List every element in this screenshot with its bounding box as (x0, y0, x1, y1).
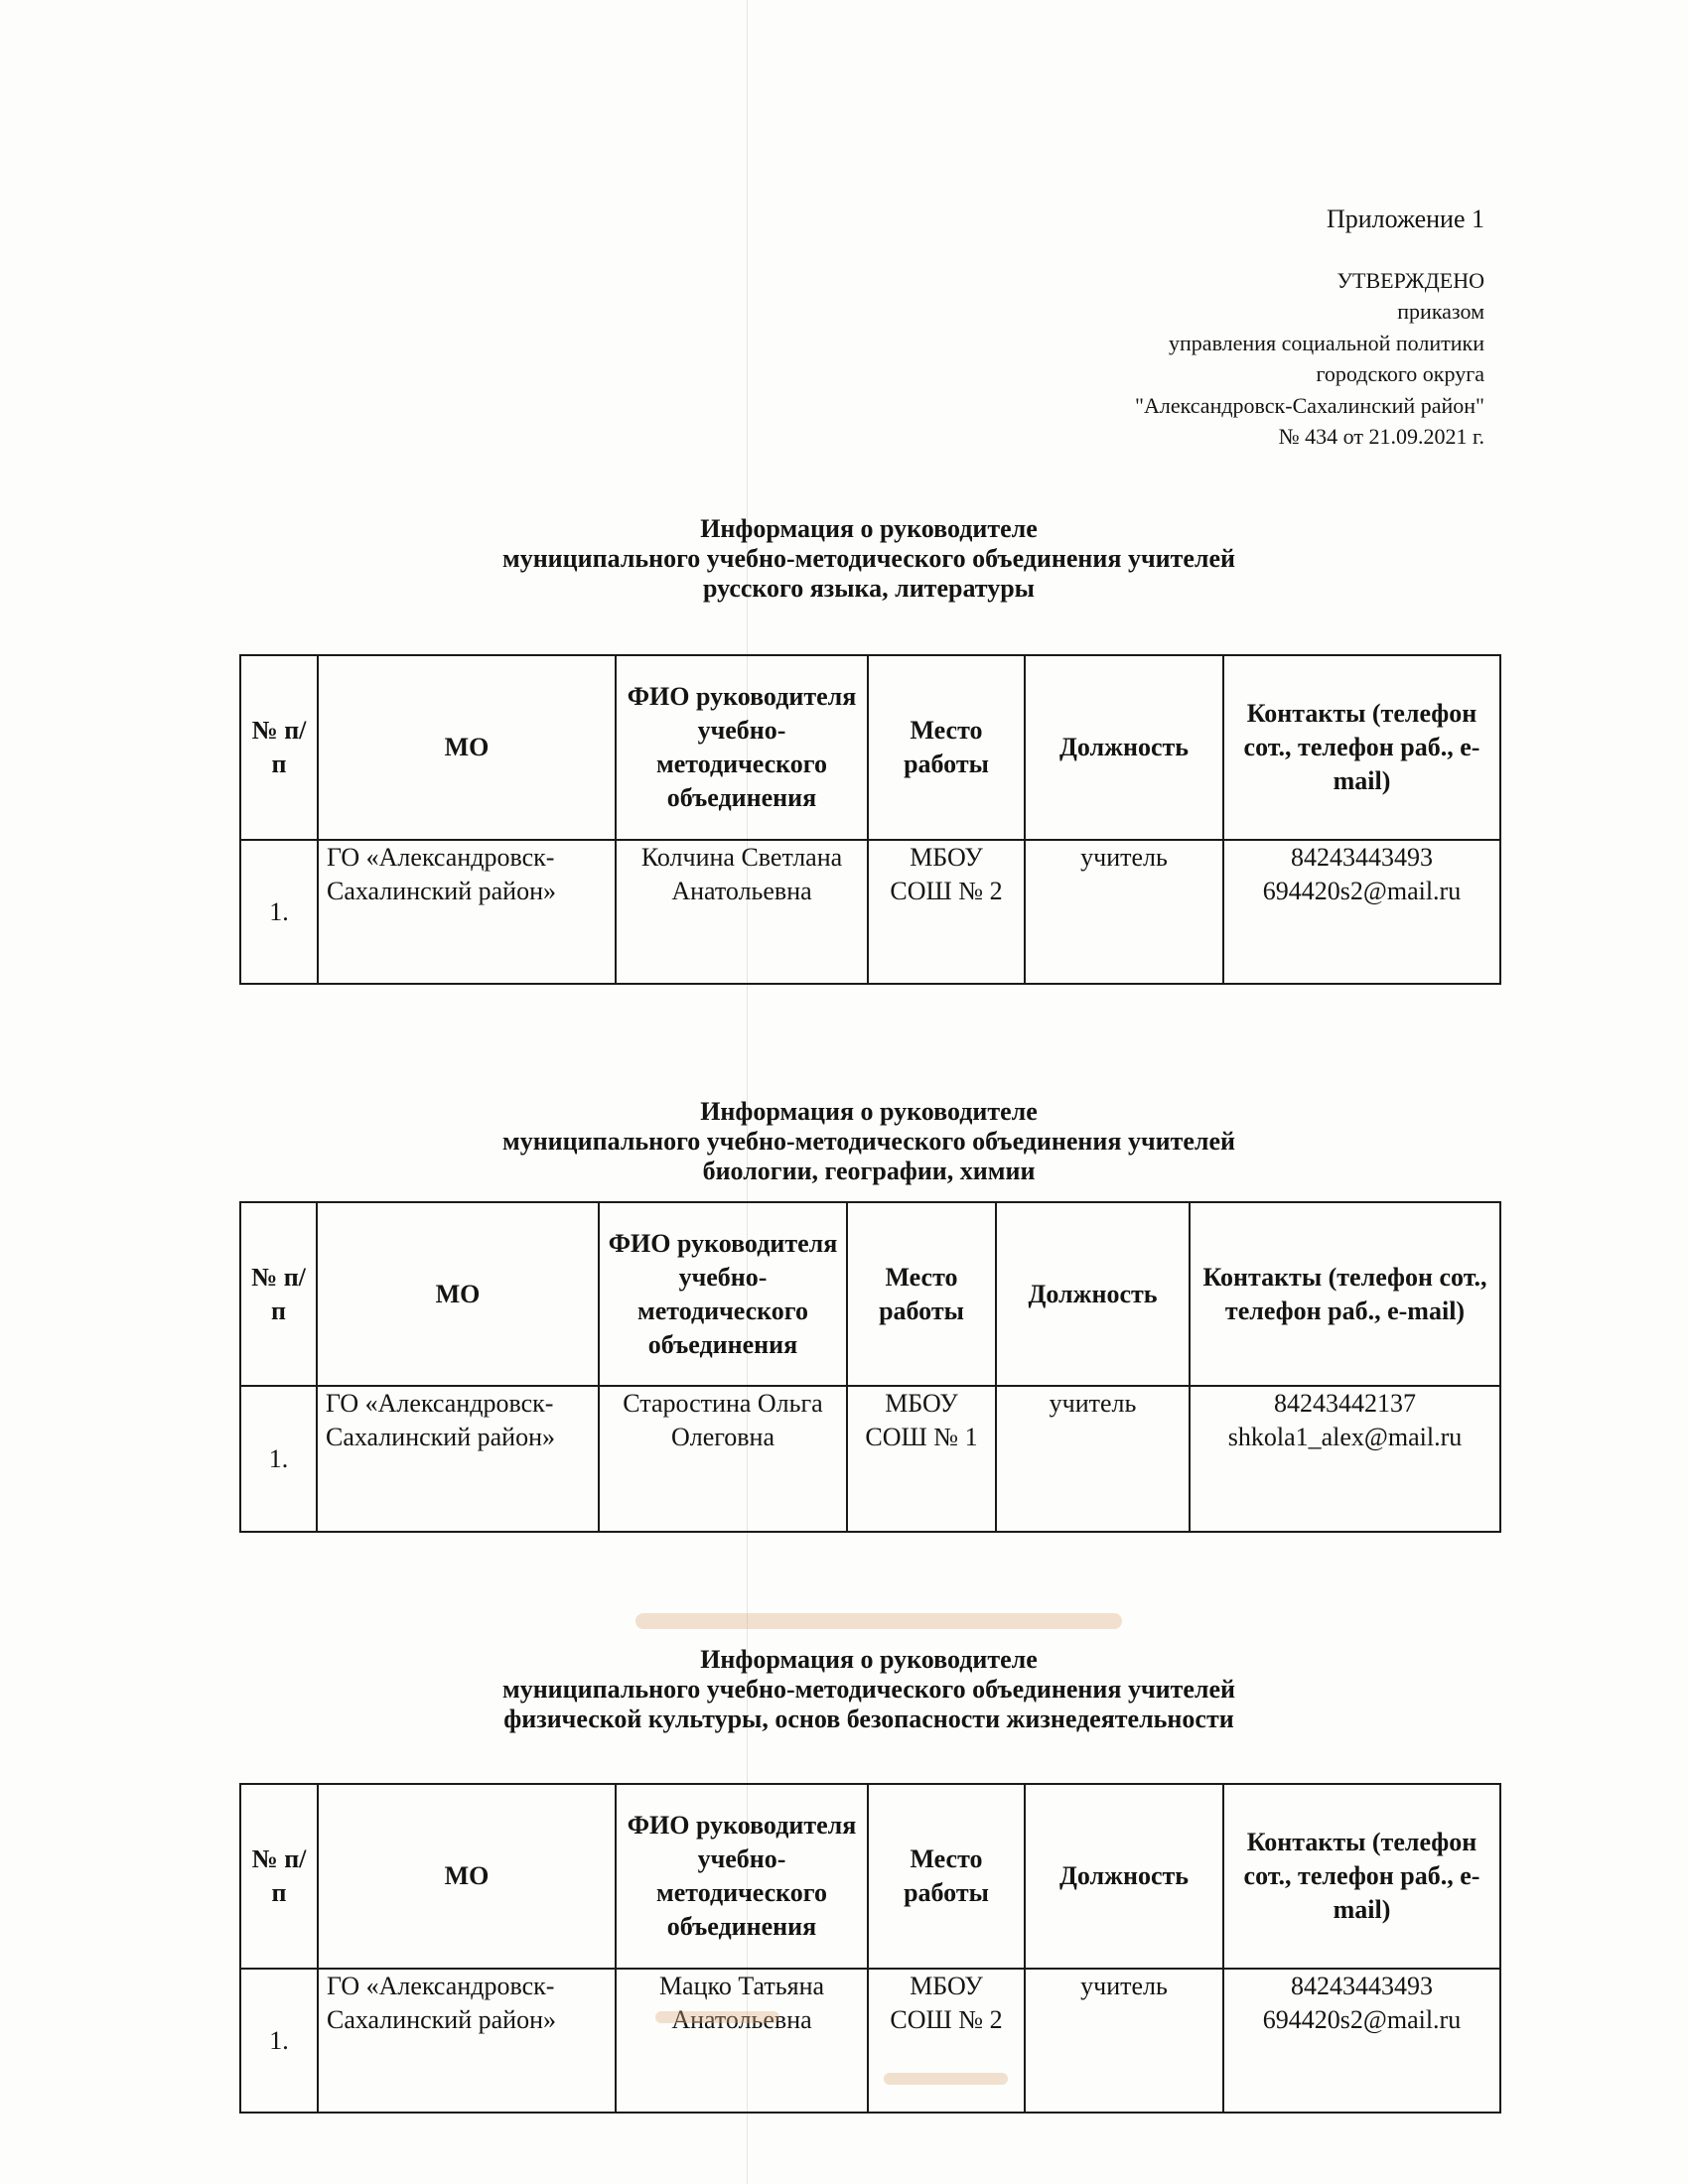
section-2-table (239, 1201, 1501, 1533)
approval-line: "Александровск-Сахалинский район" (1135, 392, 1484, 418)
table-row (240, 1386, 1500, 1532)
section-title-line: Информация о руководителе (700, 1645, 1038, 1674)
approval-line: приказом (1397, 299, 1484, 324)
section-3-title (0, 1645, 1688, 1734)
header-place: Место работы (868, 1784, 1025, 1969)
scan-stain (635, 1613, 1122, 1629)
cell-contacts (1190, 1386, 1500, 1532)
header-contacts: Контакты (телефон сот., телефон раб., e-mail) (1190, 1202, 1500, 1386)
cell-mo: ГО «Александровск-Сахалинский район» (318, 840, 616, 984)
section-title-line: Информация о руководителе (700, 1097, 1038, 1126)
cell-mo: ГО «Александровск-Сахалинский район» (317, 1386, 599, 1532)
approval-line: управления социальной политики (1169, 330, 1484, 355)
header-contacts: Контакты (телефон сот., телефон раб., e-mail) (1223, 655, 1500, 840)
contact-phone: 84243443493 (1291, 843, 1433, 872)
cell-fio: Старостина Ольга Олеговна (599, 1386, 847, 1532)
cell-contacts (1223, 1969, 1500, 2113)
contact-email: 694420s2@mail.ru (1262, 877, 1462, 905)
header-num: № п/п (240, 655, 318, 840)
header-mo: МО (318, 1784, 616, 1969)
header-num: № п/п (240, 1784, 318, 1969)
cell-place: МБОУ СОШ № 2 (868, 840, 1025, 984)
cell-mo: ГО «Александровск-Сахалинский район» (318, 1969, 616, 2113)
header-num: № п/п (240, 1202, 317, 1386)
header-position: Должность (996, 1202, 1190, 1386)
section-3-table (239, 1783, 1501, 2114)
section-title-line: муниципального учебно-методического объединения учителей (501, 544, 1236, 573)
section-title-line: русского языка, литературы (703, 574, 1035, 603)
cell-fio: Колчина Светлана Анатольевна (616, 840, 868, 984)
table-row (240, 840, 1500, 984)
cell-num: 1. (240, 840, 318, 984)
approval-stamp-block (1135, 204, 1484, 453)
cell-fio: Мацко Татьяна Анатольевна (616, 1969, 868, 2113)
scan-stain (655, 2011, 779, 2023)
approval-line: УТВЕРЖДЕНО (1336, 267, 1484, 293)
header-mo: МО (317, 1202, 599, 1386)
approval-line: городского округа (1316, 361, 1484, 386)
contact-email: 694420s2@mail.ru (1262, 2005, 1462, 2034)
section-1-title (0, 514, 1688, 604)
cell-position: учитель (996, 1386, 1190, 1532)
cell-place: МБОУ СОШ № 2 (868, 1969, 1025, 2113)
header-fio: ФИО руководителя учебно-методического объединения (599, 1202, 847, 1386)
cell-place: МБОУ СОШ № 1 (847, 1386, 996, 1532)
approval-line: № 434 от 21.09.2021 г. (1278, 424, 1484, 449)
header-position: Должность (1025, 1784, 1223, 1969)
section-title-line: физической культуры, основ безопасности жизнедеятельности (503, 1705, 1234, 1733)
section-title-line: муниципального учебно-методического объединения учителей (501, 1675, 1236, 1704)
cell-position: учитель (1025, 1969, 1223, 2113)
header-fio: ФИО руководителя учебно-методического объединения (616, 1784, 868, 1969)
section-2-title (0, 1097, 1688, 1186)
appendix-label: Приложение 1 (1326, 205, 1484, 233)
cell-num: 1. (240, 1386, 317, 1532)
contact-phone: 84243442137 (1274, 1389, 1416, 1418)
section-title-line: биологии, географии, химии (702, 1157, 1036, 1185)
table-header-row (240, 1202, 1500, 1386)
contact-phone: 84243443493 (1291, 1972, 1433, 2000)
table-header-row (240, 655, 1500, 840)
header-mo: МО (318, 655, 616, 840)
header-fio: ФИО руководителя учебно-методического объединения (616, 655, 868, 840)
contact-email: shkola1_alex@mail.ru (1227, 1423, 1463, 1451)
scan-stain (884, 2073, 1008, 2085)
header-position: Должность (1025, 655, 1223, 840)
cell-contacts (1223, 840, 1500, 984)
header-place: Место работы (868, 655, 1025, 840)
section-title-line: Информация о руководителе (700, 514, 1038, 543)
section-title-line: муниципального учебно-методического объединения учителей (501, 1127, 1236, 1156)
cell-position: учитель (1025, 840, 1223, 984)
table-header-row (240, 1784, 1500, 1969)
header-place: Место работы (847, 1202, 996, 1386)
header-contacts: Контакты (телефон сот., телефон раб., e-mail) (1223, 1784, 1500, 1969)
section-1-table (239, 654, 1501, 985)
table-row (240, 1969, 1500, 2113)
cell-num: 1. (240, 1969, 318, 2113)
